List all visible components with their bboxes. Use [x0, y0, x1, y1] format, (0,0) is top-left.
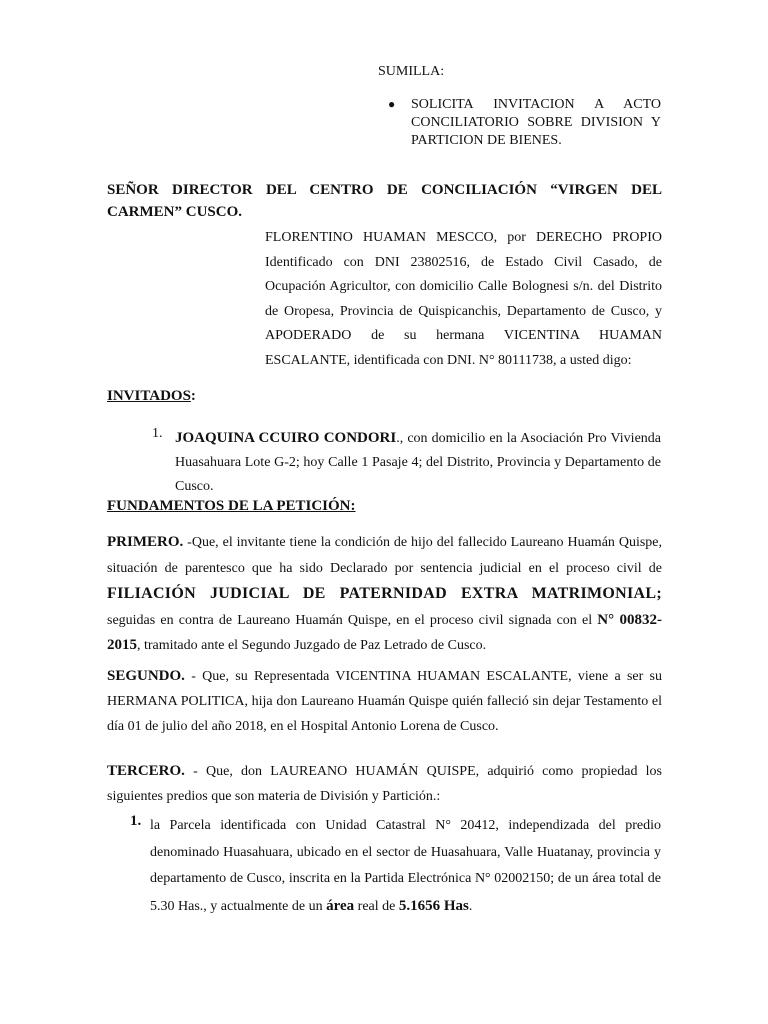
segundo-label: SEGUNDO.	[107, 668, 185, 684]
predio-bold-2: 5.1656 Has	[398, 897, 469, 914]
addressee-heading: SEÑOR DIRECTOR DEL CENTRO DE CONCILIACIÓN “VIRGEN DEL CARMEN” CUSCO.	[107, 182, 662, 220]
primero-label: PRIMERO.	[107, 534, 184, 550]
tercero-paragraph	[107, 759, 662, 809]
primero-paragraph	[107, 530, 662, 659]
invitado-address: ., con domicilio en la Asociación Pro Vivienda Huasahuara Lote G-2; hoy Calle 1 Pasaje 4; del Distrito, Provincia y Departamento de Cusco.	[175, 431, 661, 494]
sumilla-label: SUMILLA:	[378, 64, 445, 79]
petitioner-paragraph: FLORENTINO HUAMAN MESCCO, por DERECHO PROPIO Identificado con DNI 23802516, de Estado Civil Casado, de Ocupación Agricultor, con domicilio Calle Bolognesi s/n. del Distrito de Oropesa, Provincia de Quispicanchis, Departamento de Cusco, y APODERADO de su hermana VICENTINA HUAMAN ESCALANTE, identificada con DNI. N° 80111738, a usted digo:	[265, 230, 662, 368]
predio-number: 1.	[130, 813, 142, 829]
primero-text-2: seguidas en contra de Laureano Huamán Quispe, en el proceso civil signada con el	[107, 612, 598, 628]
invitado-item	[175, 426, 661, 499]
invitados-colon: :	[190, 388, 196, 404]
primero-bold-1: FILIACIÓN JUDICIAL DE PATERNIDAD EXTRA MATRIMONIAL;	[107, 585, 662, 602]
invitado-name: JOAQUINA CCUIRO CONDORI	[175, 430, 397, 446]
fundamentos-heading: FUNDAMENTOS DE LA PETICIÓN:	[107, 498, 356, 514]
sumilla-text: SOLICITA INVITACION A ACTO CONCILIATORIO SOBRE DIVISION Y PARTICION DE BIENES.	[411, 97, 661, 148]
predio-text-2: real de	[354, 898, 399, 914]
primero-text-1: -Que, el invitante tiene la condición de hijo del fallecido Laureano Huamán Quispe, situación de parentesco que ha sido Declarado por sentencia judicial en el proceso civil de	[107, 535, 662, 576]
segundo-text: - Que, su Representada VICENTINA HUAMAN ESCALANTE, viene a ser su HERMANA POLITICA, hija don Laureano Huamán Quispe quién falleció sin dejar Testamento el día 01 de julio del año 2018, en el Hospital Antonio Lorena de Cusco.	[107, 669, 662, 734]
predio-text-3: .	[468, 898, 473, 914]
invitados-title: INVITADOS	[107, 388, 191, 404]
primero-text-3: , tramitado ante el Segundo Juzgado de Paz Letrado de Cusco.	[137, 638, 487, 653]
primero-bold-2: N° 00832-2015	[107, 611, 663, 653]
tercero-text: - Que, don LAUREANO HUAMÁN QUISPE, adquirió como propiedad los siguientes predios que son materia de División y Partición.:	[107, 764, 662, 804]
predio-item	[150, 813, 661, 920]
tercero-label: TERCERO.	[107, 763, 185, 779]
segundo-paragraph	[107, 664, 662, 739]
bullet-icon: ●	[388, 97, 396, 111]
invitados-heading	[107, 388, 196, 405]
predio-bold-1: área	[326, 897, 355, 914]
predio-text-1: la Parcela identificada con Unidad Catastral N° 20412, independizada del predio denominado Huasahuara, ubicado en el sector de Huasahuara, Valle Huatanay, provincia y departamento de Cusco, inscrita en la Partida Electrónica N° 02002150; de un área total de 5.30 Has., y actualmente de un	[150, 818, 661, 914]
invitado-number: 1.	[152, 426, 163, 441]
